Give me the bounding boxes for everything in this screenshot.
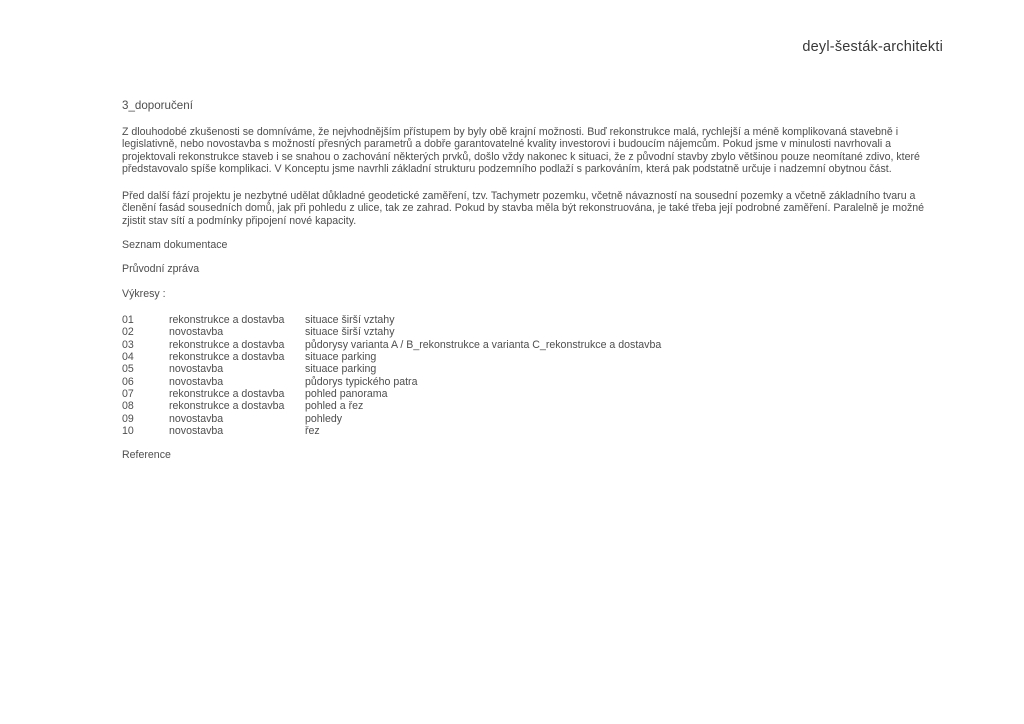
- drawing-row: [122, 425, 661, 437]
- drawing-number: 05: [122, 363, 134, 376]
- drawing-type: rekonstrukce a dostavba: [169, 388, 285, 401]
- drawing-description: pohledy: [305, 412, 343, 425]
- paragraph-line: zjistit stav sítí a podmínky připojení nové kapacity.: [122, 214, 357, 227]
- paragraph-next-phase: [122, 190, 924, 227]
- drawing-description: situace parking: [305, 363, 377, 376]
- paragraph-line: Před další fází projektu je nezbytné udělat důkladné geodetické zaměření, tzv. Tachymetr pozemku, včetně návazností na sousední pozemky a včetně základního tvaru a: [122, 190, 916, 202]
- drawing-type: rekonstrukce a dostavba: [169, 314, 285, 326]
- drawing-row: [122, 326, 661, 338]
- drawing-row: [122, 363, 661, 375]
- drawing-description: situace parking: [305, 351, 377, 364]
- drawing-type: rekonstrukce a dostavba: [169, 351, 285, 364]
- drawings-label: Výkresy :: [122, 288, 166, 300]
- drawing-description: pohled panorama: [305, 388, 388, 401]
- documentation-list-label: Seznam dokumentace: [122, 239, 228, 251]
- drawing-type: rekonstrukce a dostavba: [169, 338, 285, 351]
- drawing-row: [122, 376, 661, 388]
- drawing-type: novostavba: [169, 326, 224, 339]
- drawing-number: 01: [122, 314, 134, 326]
- drawing-number: 10: [122, 425, 134, 438]
- brand-logo: deyl-šesták-architekti: [802, 39, 943, 55]
- paragraph-line: členění fasád sousedních domů, jak při pohledu z ulice, tak ze zahrad. Pokud by stavba měla být rekonstruována, je také třeba její podrobné zaměření. Paralelně je možné: [122, 202, 925, 215]
- paragraph-recommendation: [122, 126, 920, 175]
- section-heading: 3_doporučení: [122, 99, 193, 112]
- paragraph-line: Z dlouhodobé zkušenosti se domníváme, že nejvhodnějším přístupem by byly obě krajní možnosti. Buď rekonstrukce malá, rychlejší a méně komplikovaná stavebně i: [122, 126, 899, 138]
- drawing-description: řez: [305, 425, 320, 438]
- drawing-type: novostavba: [169, 375, 224, 388]
- drawing-description: půdorysy varianta A / B_rekonstrukce a varianta C_rekonstrukce a dostavba: [305, 338, 662, 351]
- reference-label: Reference: [122, 449, 171, 461]
- drawing-description: půdorys typického patra: [305, 375, 418, 388]
- drawing-type: rekonstrukce a dostavba: [169, 400, 285, 413]
- drawing-type: novostavba: [169, 412, 224, 425]
- drawings-list: [122, 314, 661, 437]
- drawing-number: 04: [122, 351, 134, 364]
- drawing-row: [122, 388, 661, 400]
- drawing-row: [122, 413, 661, 425]
- report-label: Průvodní zpráva: [122, 263, 200, 275]
- drawing-number: 08: [122, 400, 134, 413]
- paragraph-line: představovalo spíše komplikaci. V Konceptu jsme navrhli základní strukturu podzemního podlaží s parkováním, která pak podstatně určuje i nadzemní obytnou část.: [122, 163, 892, 176]
- drawing-number: 03: [122, 338, 134, 351]
- paragraph-line: projektovali rekonstrukce staveb i se snahou o zachování některých prvků, došlo vždy nakonec k situaci, že z původní stavby zbylo většinou pouze neomítané zdivo, které: [122, 150, 920, 163]
- drawing-description: pohled a řez: [305, 400, 364, 413]
- drawing-type: novostavba: [169, 425, 224, 438]
- drawing-type: novostavba: [169, 363, 224, 376]
- drawing-description: situace širší vztahy: [305, 326, 395, 339]
- drawing-number: 09: [122, 412, 134, 425]
- drawing-number: 02: [122, 326, 134, 339]
- drawing-number: 06: [122, 375, 134, 388]
- paragraph-line: legislativně, nebo novostavba s možností přesných parametrů a dobře garantovatelné kvality investorovi i budoucím nájemcům. Pokud jsme v minulosti navrhovali a: [122, 138, 892, 151]
- drawing-row: [122, 339, 661, 351]
- drawing-row: [122, 351, 661, 363]
- drawing-description: situace širší vztahy: [305, 314, 395, 326]
- drawing-number: 07: [122, 388, 134, 401]
- drawing-row: [122, 314, 661, 326]
- drawing-row: [122, 400, 661, 412]
